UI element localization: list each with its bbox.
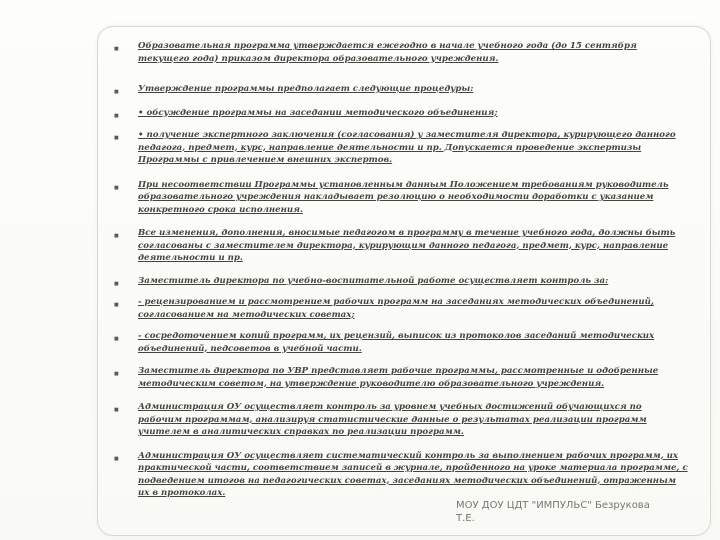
bullet-icon: ■ xyxy=(114,184,119,191)
list-item xyxy=(108,401,688,439)
bullet-icon: ■ xyxy=(114,112,119,119)
list-item xyxy=(108,107,688,120)
bullet-icon: ■ xyxy=(114,46,119,52)
list-item-text: Все изменения, дополнения, вносимые педагогом в программу в течение учебного года, должны быть согласованы с заместителем директора, курирующим данного педагога, предмет, курс, направление деятельности и пр. xyxy=(138,228,676,263)
list-item-text: • обсуждение программы на заседании методического объединения; xyxy=(138,107,498,118)
bullet-icon: ■ xyxy=(114,336,119,342)
list-item-text: Утверждение программы предполагает следующие процедуры: xyxy=(138,84,474,94)
list-item xyxy=(108,330,688,355)
list-item-text: Заместитель директора по УВР представляет рабочие программы, рассмотренные и одобренные методическим советом, на утверждение руководителю образовательного учреждения. xyxy=(138,366,659,389)
list-item-text: - рецензированием и рассмотрением рабочих программ на заседаниях методических объединений, согласованием на методических советах; xyxy=(138,297,654,320)
footer xyxy=(456,499,706,525)
list-item xyxy=(108,275,688,288)
bullet-icon: ■ xyxy=(114,280,119,287)
list-item-text: • получение экспертного заключения (согласования) у заместителя директора, курирующего данного педагога, предмет, курс, направление деятельности и пр. Допускается проведение экспертизы Программы с привлечением внешних экспертов. xyxy=(138,130,676,165)
list-item xyxy=(108,40,688,65)
bullet-list xyxy=(108,40,688,500)
list-item-text: Образовательная программа утверждается ежегодно в начале учебного года (до 15 сентября текущего года) приказом директора образовательного учреждения. xyxy=(138,41,637,64)
list-item xyxy=(108,129,688,167)
list-item xyxy=(108,296,688,321)
bullet-icon: ■ xyxy=(114,89,119,95)
bullet-icon: ■ xyxy=(114,371,119,377)
list-item xyxy=(108,450,688,500)
footer-line-2: Т.Е. xyxy=(456,513,475,524)
bullet-icon: ■ xyxy=(114,233,119,239)
list-item-text: Администрация ОУ осуществляет систематический контроль за выполнением рабочих программ, их практической части, соответствием записей в журнале, пройденного на уроке материала программе, с подведением итогов на педагогических советах, заседаниях методических объединений, отраженным их в протоколах. xyxy=(138,450,688,498)
list-item xyxy=(108,179,688,217)
list-item xyxy=(108,83,688,96)
list-item-text: Заместитель директора по учебно-воспитательной работе осуществляет контроль за: xyxy=(138,275,609,286)
list-item-text: Администрация ОУ осуществляет контроль за уровнем учебных достижений обучающихся по рабочим программам, анализируя статистические данные о результатах реализации программ учителем в аналитических справках по реализации программ. xyxy=(138,402,647,437)
list-item-text: При несоответствии Программы установленным данным Положением требованиям руководитель образовательного учреждения накладывает резолюцию о необходимости доработки с указанием конкретного срока исполнения. xyxy=(138,179,669,215)
bullet-icon: ■ xyxy=(114,455,119,462)
bullet-icon: ■ xyxy=(114,302,119,308)
list-item xyxy=(108,365,688,390)
bullet-icon: ■ xyxy=(114,407,119,413)
footer-line-1: МОУ ДОУ ЦДТ "ИМПУЛЬС" Безрукова xyxy=(456,500,650,511)
list-item-text: - сосредоточением копий программ, их рецензий, выписок из протоколов заседаний методических объединений, педсоветов в учебной части. xyxy=(138,331,655,354)
list-item xyxy=(108,227,688,265)
bullet-icon: ■ xyxy=(114,135,119,141)
